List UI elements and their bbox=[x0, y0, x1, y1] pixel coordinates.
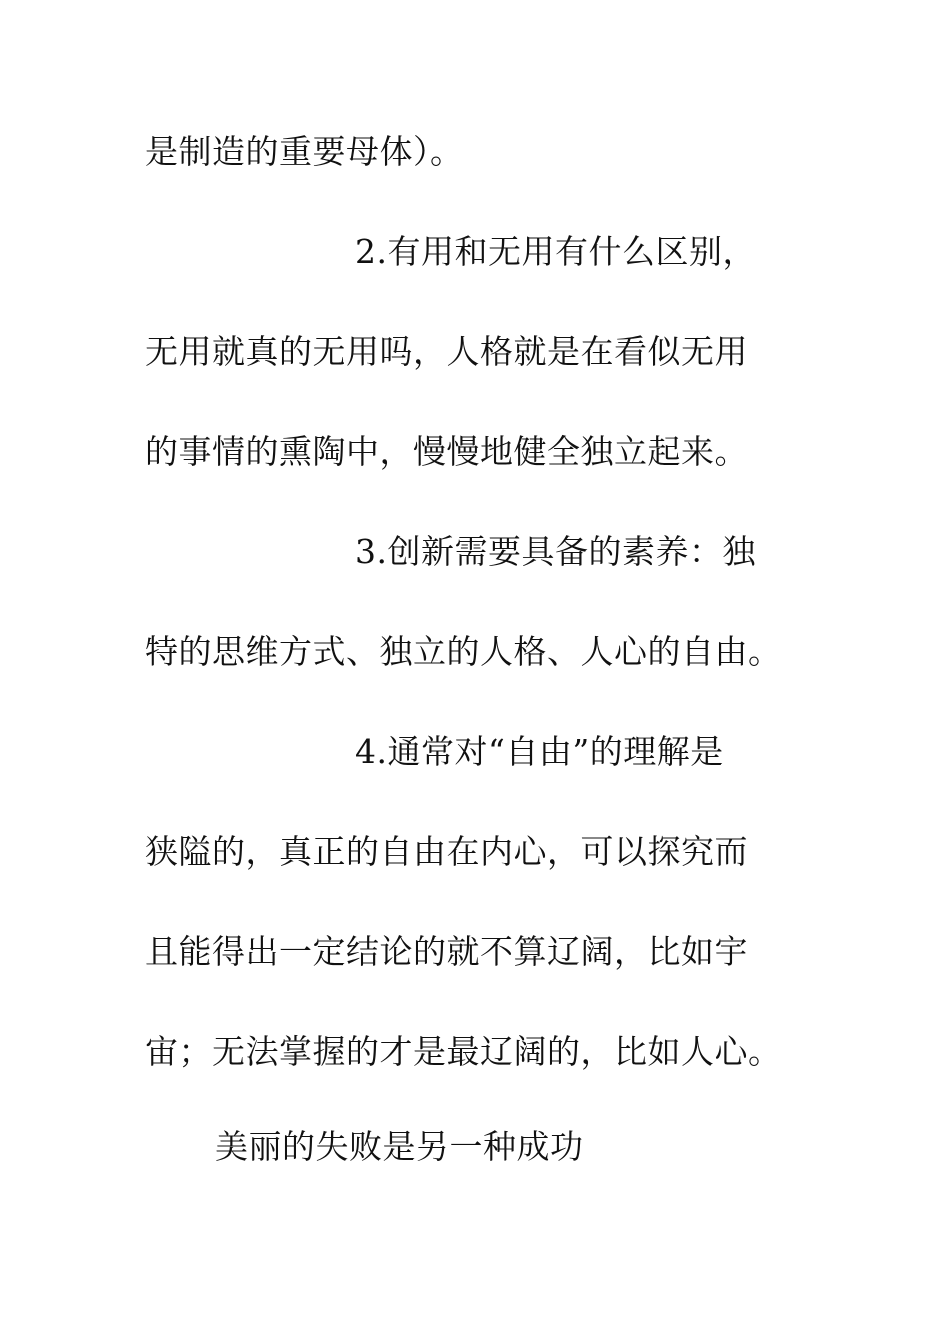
text-line-4: 的事情的熏陶中，慢慢地健全独立起来。 bbox=[145, 432, 748, 471]
list-item-2-heading: 2.有用和无用有什么区别， bbox=[355, 232, 756, 271]
text-line-9: 且能得出一定结论的就不算辽阔，比如宇 bbox=[145, 932, 748, 971]
text-line-1: 是制造的重要母体）。 bbox=[145, 132, 464, 171]
text-line-6: 特的思维方式、独立的人格、人心的自由。 bbox=[145, 632, 782, 671]
text-line-8: 狭隘的，真正的自由在内心，可以探究而 bbox=[145, 832, 748, 871]
list-item-3-heading: 3.创新需要具备的素养：独 bbox=[355, 532, 756, 571]
list-item-4-heading: 4.通常对“自由”的理解是 bbox=[355, 732, 724, 771]
section-title: 美丽的失败是另一种成功 bbox=[215, 1127, 584, 1166]
text-line-10: 宙；无法掌握的才是最辽阔的，比如人心。 bbox=[145, 1032, 782, 1071]
text-line-3: 无用就真的无用吗，人格就是在看似无用 bbox=[145, 332, 748, 371]
